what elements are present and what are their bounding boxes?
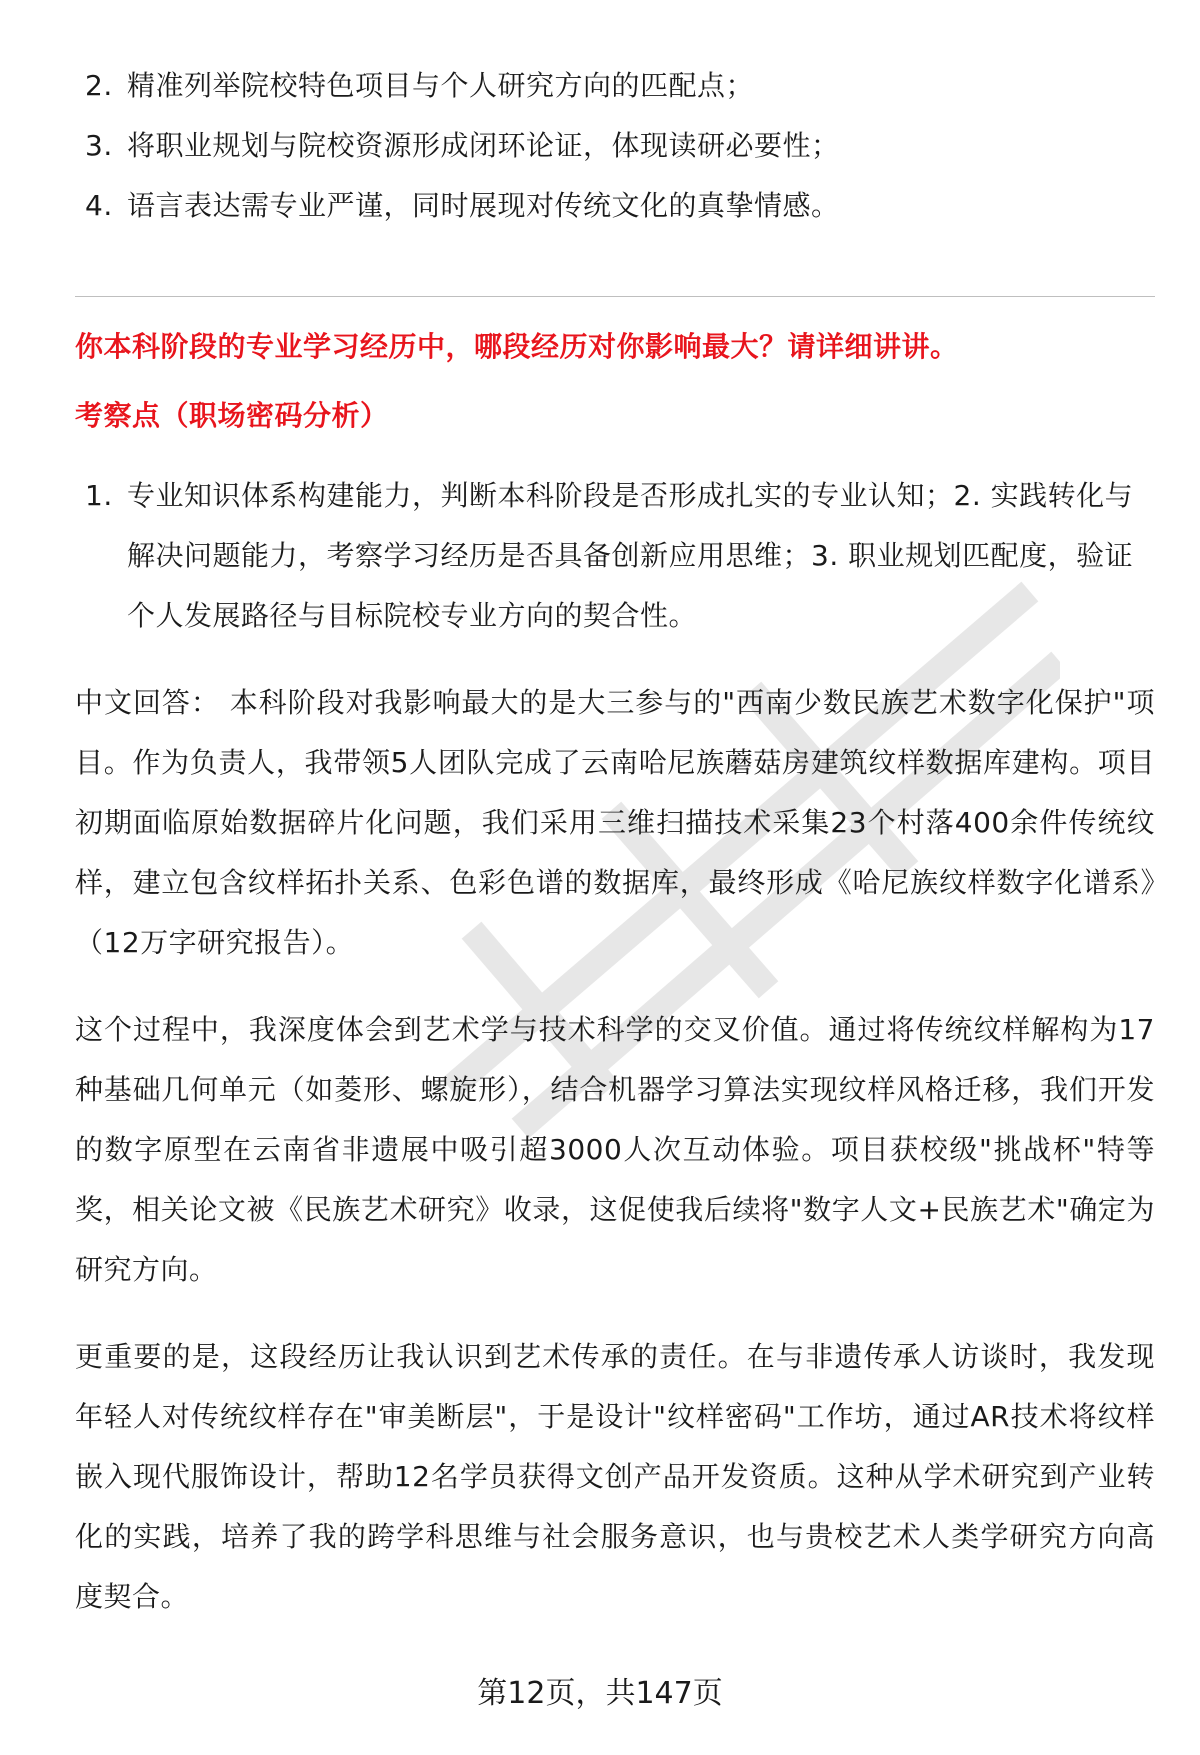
exam-points-heading: 考察点（职场密码分析） xyxy=(75,399,389,432)
list-item-number: 4. xyxy=(85,189,113,222)
list-item xyxy=(75,56,1155,116)
list-item-text: 精准列举院校特色项目与个人研究方向的匹配点； xyxy=(127,69,755,102)
answer-paragraph-2: 这个过程中，我深度体会到艺术学与技术科学的交叉价值。通过将传统纹样解构为17种基础几何单元（如菱形、螺旋形），结合机器学习算法实现纹样风格迁移，我们开发的数字原型在云南省非遗展中吸引超3000人次互动体验。项目获校级"挑战杯"特等奖，相关论文被《民族艺术研究》收录，这促使我后续将"数字人文+民族艺术"确定为研究方向。 xyxy=(75,1013,1155,1286)
list-item xyxy=(75,116,1155,176)
page-number: 第12页，共147页 xyxy=(477,1676,723,1711)
section-divider xyxy=(75,296,1155,297)
list-item-number: 1. xyxy=(85,479,113,512)
question-heading: 你本科阶段的专业学习经历中，哪段经历对你影响最大？请详细讲讲。 xyxy=(75,330,959,363)
answer-paragraph-3: 更重要的是，这段经历让我认识到艺术传承的责任。在与非遗传承人访谈时，我发现年轻人对传统纹样存在"审美断层"，于是设计"纹样密码"工作坊，通过AR技术将纹样嵌入现代服饰设计，帮助12名学员获得文创产品开发资质。这种从学术研究到产业转化的实践，培养了我的跨学科思维与社会服务意识，也与贵校艺术人类学研究方向高度契合。 xyxy=(75,1340,1155,1613)
answer-paragraph-1: 中文回答： 本科阶段对我影响最大的是大三参与的"西南少数民族艺术数字化保护"项目。作为负责人，我带领5人团队完成了云南哈尼族蘑菇房建筑纹样数据库建构。项目初期面临原始数据碎片化问题，我们采用三维扫描技术采集23个村落400余件传统纹样，建立包含纹样拓扑关系、色彩色谱的数据库，最终形成《哈尼族纹样数字化谱系》（12万字研究报告）。 xyxy=(75,686,1155,959)
list-item-text: 语言表达需专业严谨，同时展现对传统文化的真挚情感。 xyxy=(127,189,840,222)
list-item xyxy=(75,176,1155,236)
exam-points-list xyxy=(75,466,1155,646)
list-item-text: 将职业规划与院校资源形成闭环论证，体现读研必要性； xyxy=(127,129,840,162)
list-item-number: 2. xyxy=(85,69,113,102)
requirements-list xyxy=(75,56,1155,236)
list-item-number: 3. xyxy=(85,129,113,162)
list-item xyxy=(75,466,1155,646)
list-item-text: 专业知识体系构建能力，判断本科阶段是否形成扎实的专业认知；2. 实践转化与解决问题能力，考察学习经历是否具备创新应用思维；3. 职业规划匹配度，验证个人发展路径与目标院校专业方向的契合性。 xyxy=(127,479,1134,632)
